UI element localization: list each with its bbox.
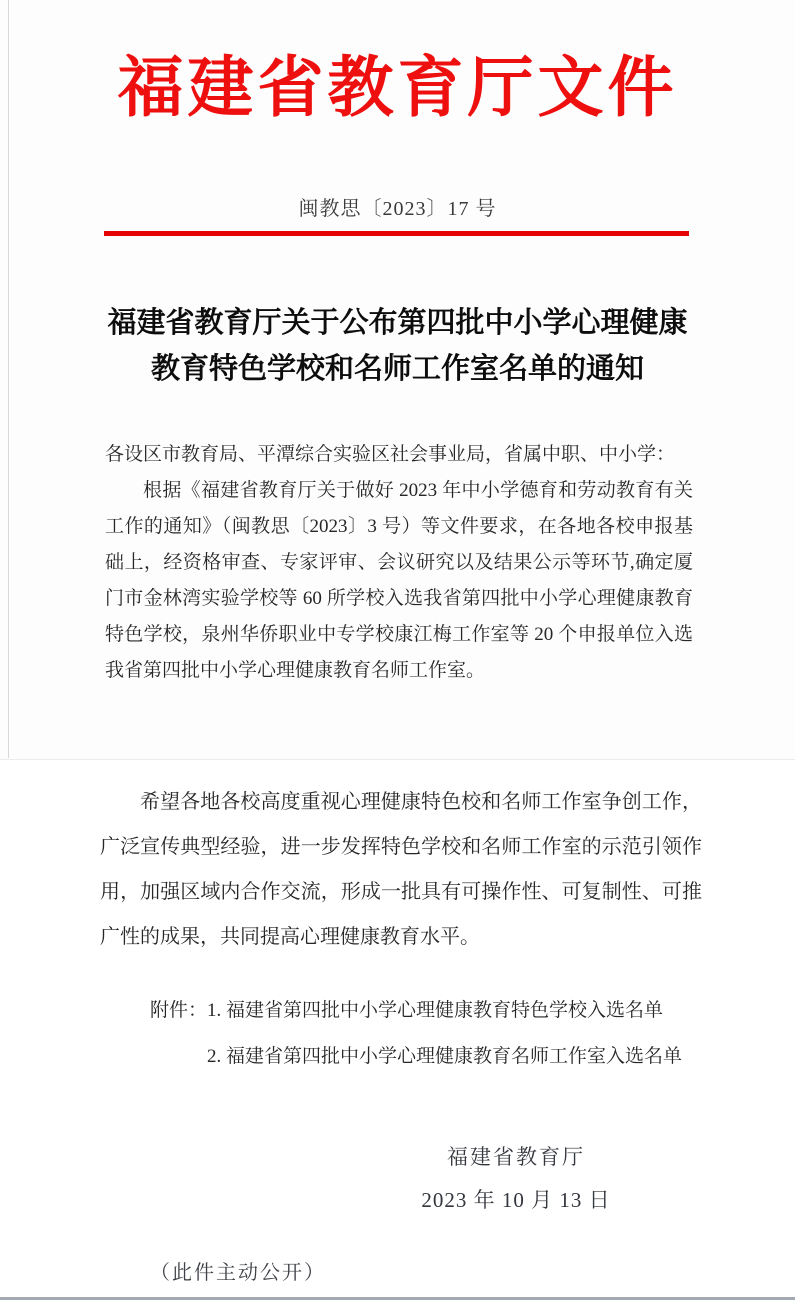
body-section-1 [105,437,693,689]
issue-date: 2023 年 10 月 13 日 [421,1188,611,1212]
doc-header-title: 福建省教育厅文件 [117,52,678,125]
doc-number: 闽教思〔2023〕17 号 [298,198,497,220]
issuer-name: 福建省教育厅 [447,1145,585,1169]
attachments-block [150,988,682,1080]
doc-title-line-1: 福建省教育厅关于公布第四批中小学心理健康 [107,307,688,339]
salutation: 各设区市教育局、平潭综合实验区社会事业局，省属中职、中小学： [105,444,676,465]
body-section-2 [100,780,702,960]
scan-bottom-edge-line [0,1297,795,1300]
paragraph-1: 根据《福建省教育厅关于做好 2023 年中小学德育和劳动教育有关工作的通知》（闽教思〔2023〕3 号）等文件要求，在各地各校申报基础上，经资格审查、专家评审、会议研究以及结果公示等环节,确定厦门市金林湾实验学校等 60 所学校入选我省第四批中小学心理健康教育特色学校，泉州华侨职业中专学校康江梅工作室等 20 个申报单位入选我省第四批中小学心理健康教育名师工作室。 [105,480,693,681]
attachments-label: 附件： [150,1000,208,1021]
attachment-item-1: 1. 福建省第四批中小学心理健康教育特色学校入选名单 [207,1000,664,1021]
footer-note: （此件主动公开） [150,1262,326,1284]
attachment-item-2: 2. 福建省第四批中小学心理健康教育名师工作室入选名单 [207,1046,683,1067]
doc-title-line-2: 教育特色学校和名师工作室名单的通知 [150,353,644,385]
doc-title [0,300,795,392]
page-seam-line [0,759,795,760]
red-separator-rule [104,231,689,236]
attachments-list [207,988,682,1080]
paragraph-2: 希望各地各校高度重视心理健康特色校和名师工作室争创工作，广泛宣传典型经验，进一步发挥特色学校和名师工作室的示范引领作用，加强区域内合作交流，形成一批具有可操作性、可复制性、可推广性的成果，共同提高心理健康教育水平。 [100,791,702,948]
